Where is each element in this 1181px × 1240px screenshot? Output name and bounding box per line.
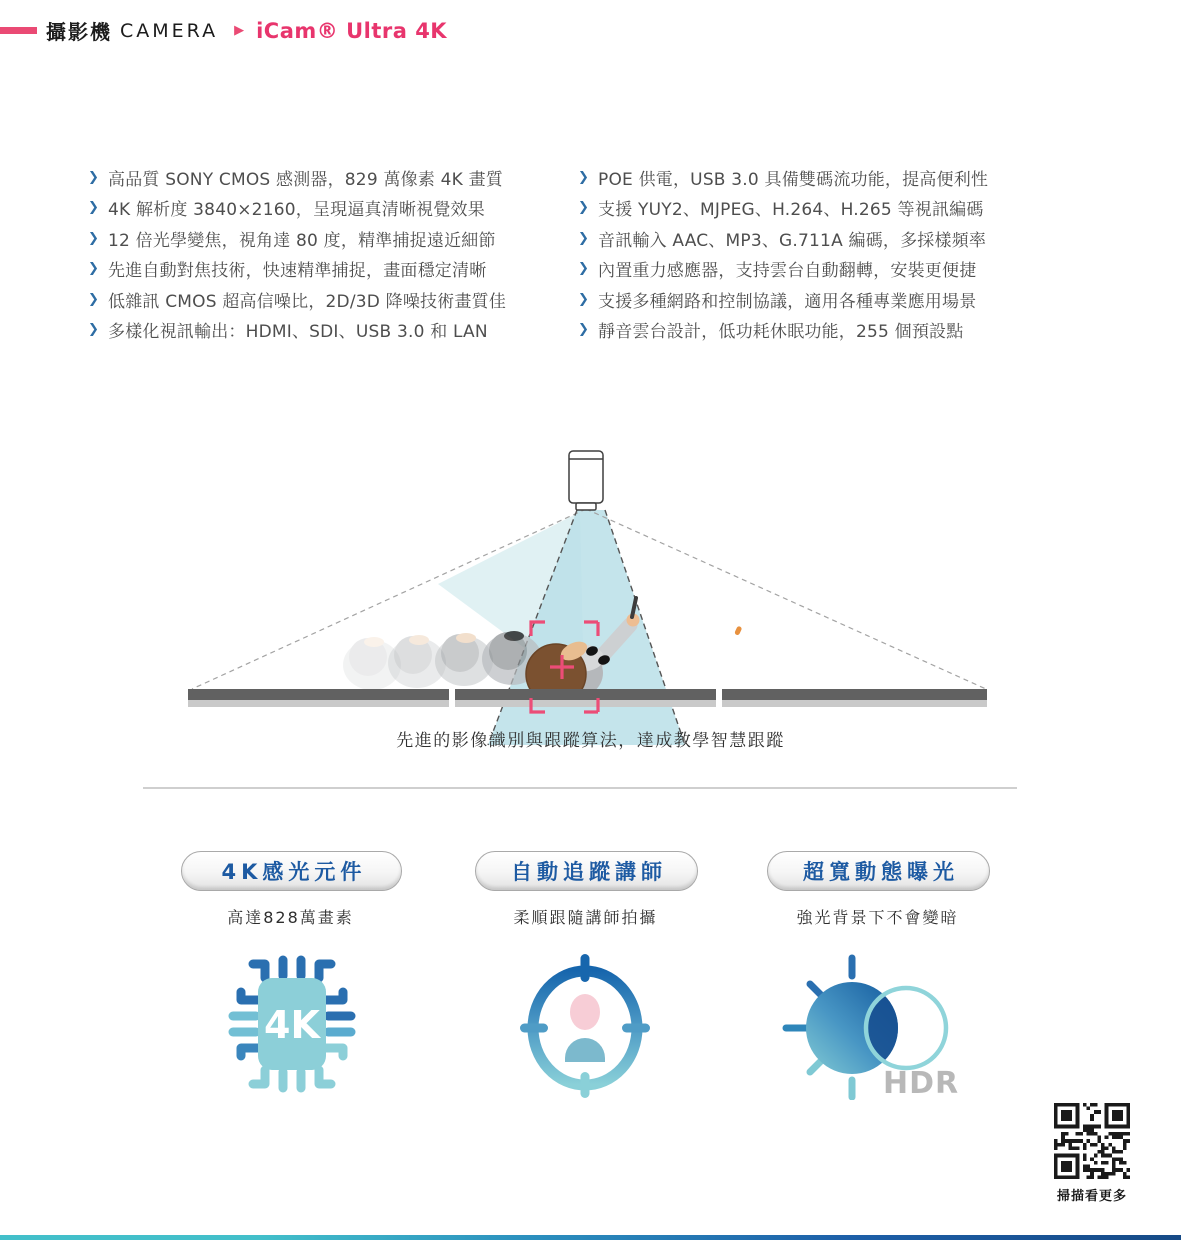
feature-desc-4k: 高達828萬畫素: [227, 908, 354, 927]
feature-pill-hdr[interactable]: 超寬動態曝光: [767, 851, 990, 891]
feature-desc-tracking: 柔順跟隨講師拍攝: [513, 908, 658, 927]
feature-item: [88, 315, 578, 346]
hdr-icon: [782, 950, 972, 1100]
feature-item: [578, 223, 1068, 254]
bullet-icon: ❯: [88, 169, 99, 185]
feature-text: POE 供電，USB 3.0 具備雙碼流功能，提高便利性: [598, 169, 989, 190]
bullet-icon: ❯: [88, 322, 99, 338]
qr-code: [1054, 1103, 1130, 1179]
feature-item: [88, 162, 578, 193]
feature-text: 支援 YUY2、MJPEG、H.264、H.265 等視訊編碼: [598, 200, 984, 221]
section-divider: [143, 787, 1017, 789]
chip-4k-label: 4K: [264, 1003, 320, 1047]
feature-desc-hdr: 強光背景下不會變暗: [796, 908, 959, 927]
feature-item: [578, 284, 1068, 315]
feature-text: 先進自動對焦技術，快速精準捕捉，畫面穩定清晰: [108, 261, 487, 282]
hdr-label: HDR: [883, 1066, 960, 1100]
breadcrumb: [46, 16, 447, 45]
bullet-icon: ❯: [578, 169, 589, 185]
feature-text: 4K 解析度 3840×2160，呈現逼真清晰視覺效果: [108, 200, 485, 221]
product-name: iCam® Ultra 4K: [256, 18, 448, 43]
bullet-icon: ❯: [578, 200, 589, 216]
feature-lists: [88, 162, 1068, 345]
chip-4k-icon: [221, 948, 363, 1098]
bullet-icon: ❯: [578, 322, 589, 338]
ceiling-camera-icon: [569, 451, 603, 510]
feature-item: [88, 223, 578, 254]
tracking-diagram: [0, 430, 1181, 750]
feature-item: [578, 162, 1068, 193]
category-title-zh: 攝影機: [46, 20, 112, 44]
feature-item: [578, 193, 1068, 224]
feature-text: 音訊輸入 AAC、MP3、G.711A 編碼，多採樣頻率: [598, 230, 987, 251]
feature-item: [88, 284, 578, 315]
feature-text: 低雜訊 CMOS 超高信噪比，2D/3D 降噪技術畫質佳: [108, 291, 507, 312]
feature-text: 內置重力感應器，支持雲台自動翻轉，安裝更便捷: [598, 261, 977, 282]
bullet-icon: ❯: [88, 291, 99, 307]
feature-list-left: [88, 162, 578, 345]
bullet-icon: ❯: [578, 291, 589, 307]
bullet-icon: ❯: [578, 261, 589, 277]
footer-gradient-bar: [0, 1235, 1181, 1240]
tracking-target-icon: [512, 950, 658, 1100]
diagram-caption: 先進的影像識別與跟蹤算法，達成教學智慧跟蹤: [396, 731, 785, 751]
feature-item: [88, 254, 578, 285]
bullet-icon: ❯: [88, 200, 99, 216]
feature-text: 高品質 SONY CMOS 感測器，829 萬像素 4K 畫質: [108, 169, 504, 190]
feature-item: [88, 193, 578, 224]
feature-text: 多樣化視訊輸出：HDMI、SDI、USB 3.0 和 LAN: [108, 322, 488, 343]
bullet-icon: ❯: [578, 230, 589, 246]
ghost-figures: [343, 631, 542, 690]
floor-bar: [188, 689, 987, 707]
feature-text: 12 倍光學變焦，視角達 80 度，精準捕捉遠近細節: [108, 230, 496, 251]
arrow-icon: ▶: [234, 23, 245, 38]
feature-pill-tracking[interactable]: 自動追蹤講師: [475, 851, 698, 891]
feature-text: 支援多種網路和控制協議，適用各種專業應用場景: [598, 291, 977, 312]
header-accent-bar: [0, 27, 37, 34]
feature-item: [578, 254, 1068, 285]
qr-label: 掃描看更多: [1056, 1189, 1127, 1204]
feature-list-right: [578, 162, 1068, 345]
feature-pill-4k[interactable]: 4K感光元件: [181, 851, 402, 891]
category-title-en: CAMERA: [120, 19, 219, 42]
bullet-icon: ❯: [88, 230, 99, 246]
feature-item: [578, 315, 1068, 346]
feature-text: 靜音雲台設計，低功耗休眠功能，255 個預設點: [598, 322, 964, 343]
bullet-icon: ❯: [88, 261, 99, 277]
chalk-mark: [734, 626, 742, 636]
